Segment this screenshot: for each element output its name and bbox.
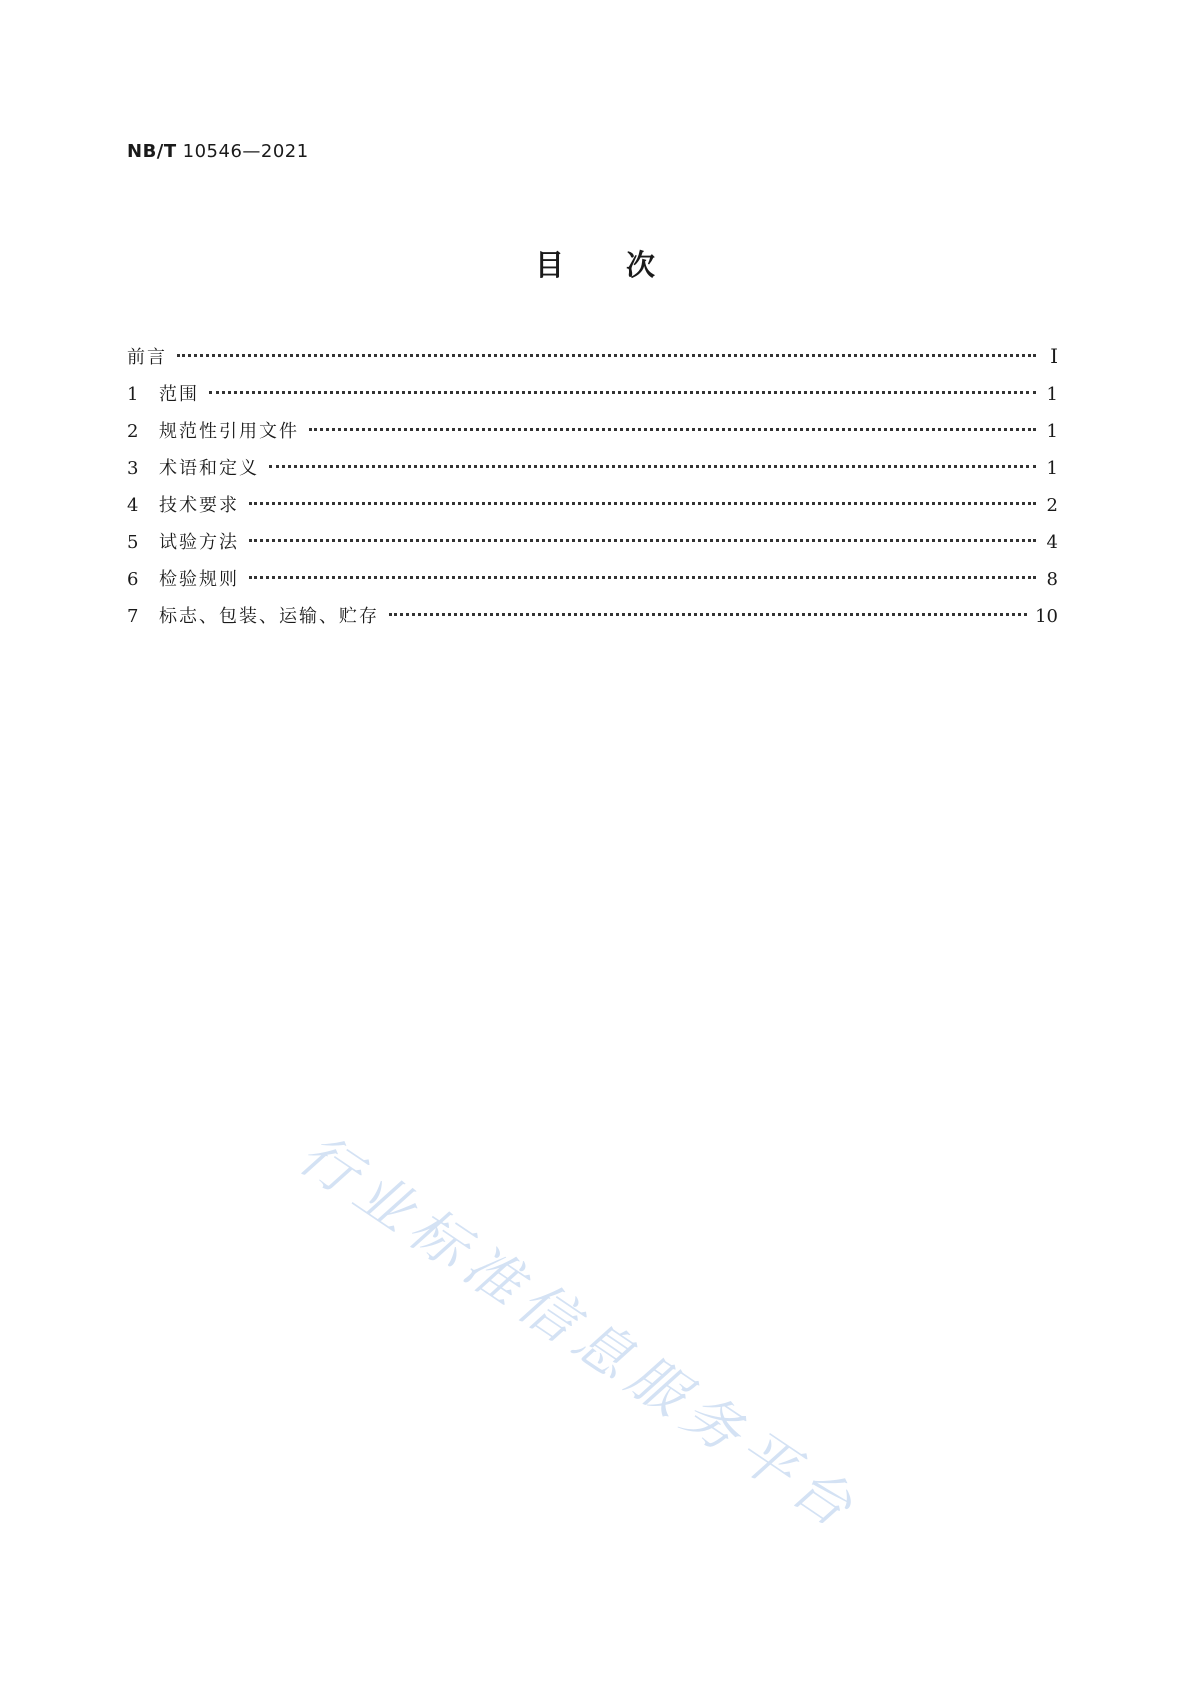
toc-entry-number: 4 [127, 495, 139, 516]
watermark: 行业标准信息服务平台 [287, 1121, 871, 1545]
toc-entry-3[interactable] [127, 454, 1058, 491]
toc-leader-dots [249, 539, 1036, 542]
toc-entry-5[interactable] [127, 528, 1058, 565]
toc-entry-label: 试验方法 [159, 532, 239, 553]
toc-entry-page: 2 [1046, 495, 1058, 516]
toc-leader-dots [389, 613, 1027, 616]
toc-entry-label: 标志、包装、运输、贮存 [159, 606, 379, 627]
table-of-contents [127, 343, 1058, 639]
toc-entry-page: 4 [1046, 532, 1058, 553]
toc-leader-dots [209, 391, 1036, 394]
toc-entry-page: Ⅰ [1050, 344, 1058, 368]
toc-entry-number: 7 [127, 606, 139, 627]
toc-entry-page: 1 [1046, 384, 1058, 405]
toc-entry-4[interactable] [127, 491, 1058, 528]
toc-entry-page: 1 [1046, 458, 1058, 479]
toc-leader-dots [249, 502, 1036, 505]
toc-entry-7[interactable] [127, 602, 1058, 639]
toc-entry-label: 术语和定义 [159, 458, 259, 479]
toc-entry-1[interactable] [127, 380, 1058, 417]
toc-entry-page: 1 [1046, 421, 1058, 442]
toc-entry-label: 规范性引用文件 [159, 421, 299, 442]
toc-entry-label: 前言 [127, 347, 167, 368]
toc-leader-dots [177, 354, 1036, 357]
standard-year-number: 10546—2021 [182, 141, 309, 162]
toc-entry-number: 2 [127, 421, 139, 442]
page-title: 目次 [534, 248, 717, 282]
standard-number [127, 141, 309, 162]
toc-entry-number: 6 [127, 569, 139, 590]
toc-entry-page: 10 [1035, 606, 1058, 627]
toc-entry-number: 1 [127, 384, 139, 405]
standard-code: NB/T [127, 141, 177, 162]
toc-leader-dots [249, 576, 1036, 579]
toc-entry-2[interactable] [127, 417, 1058, 454]
toc-entry-foreword[interactable] [127, 343, 1058, 380]
toc-entry-label: 检验规则 [159, 569, 239, 590]
toc-entry-number: 3 [127, 458, 139, 479]
toc-entry-label: 技术要求 [159, 495, 239, 516]
toc-entry-label: 范围 [159, 384, 199, 405]
toc-entry-number: 5 [127, 532, 139, 553]
toc-leader-dots [309, 428, 1036, 431]
toc-entry-page: 8 [1046, 569, 1058, 590]
toc-leader-dots [269, 465, 1036, 468]
toc-entry-6[interactable] [127, 565, 1058, 602]
